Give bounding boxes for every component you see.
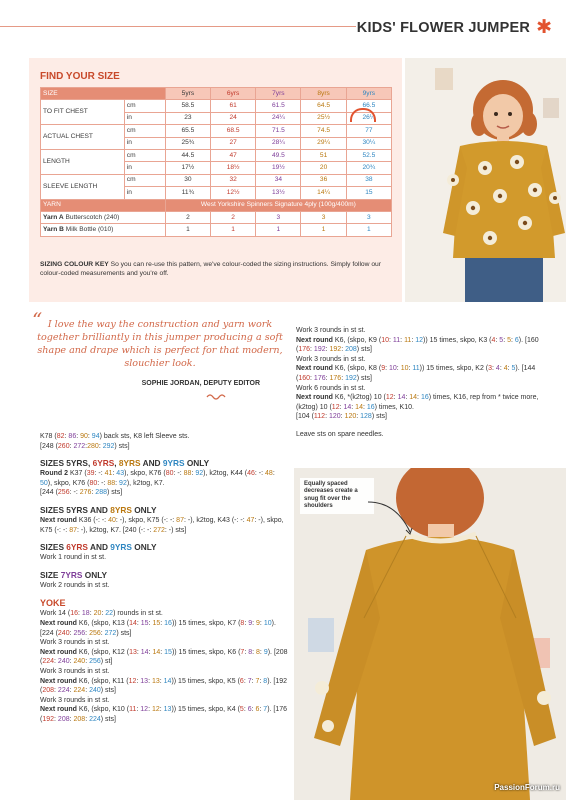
section-heading: SIZES 5YRS, 6YRS, 8YRS AND 9YRS ONLY [40, 458, 210, 469]
table-cell: 28¼ [256, 137, 301, 149]
pattern-text: Work 14 (16: 18: 20: 22) rounds in st st. Next round K6, (skpo, K13 (14: 15: 15: 16)) 15 times, skpo, K7 (8: 9: 9: 10). [224 (240: 256: 256: 272) sts] Work 3 rounds in st st. Next round K6, (skpo, K12 (13: 14: 14: 15)) 15 times, skpo, K6 (7: 8: 8: 9). [208 (224: 240: 240: 256) st] Work 3 rounds in st st. Next round K6, (skpo, K11 (12: 13: 13: 14)) 15 times, skpo, K5 (6: 7: 7: 8). [192 (208: 224: 224: 240) sts] Work 3 rounds in st st. Next round K6, (skpo, K10 (11: 12: 12: 13)) 15 times, skpo, K4 (5: 6: 6: 7). [176 (192: 208: 208: 224) sts] [40, 610, 288, 723]
table-cell: 71.5 [256, 125, 301, 137]
table-cell: 51 [301, 149, 346, 161]
photo-caption [300, 478, 374, 514]
pattern-text: Work 3 rounds in st st. Next round K6, (skpo, K9 (10: 11: 11: 12)) 15 times, skpo, K3 (4: 5: 5: 6). [160 (176: 192: 192: 208) sts] Work 3 rounds in st st. Next round K6, (skpo, K8 (9: 10: 10: 11)) 15 times, skpo, K2 (3: 4: 4: 5). [144 (160: 176: 176: 192) sts] Work 6 rounds in st st. Next round K6, *(k2tog) 10 (12: 14: 14: 16) times, K16, rep from * twice more, (k2tog) 10 (12: 14: 14: 16) times, K10. [104 (112: 120: 120: 128) sts] [296, 327, 539, 421]
table-cell: 61 [211, 100, 256, 112]
table-cell: 29¼ [301, 137, 346, 149]
table-cell: 36 [301, 174, 346, 186]
size-col: 6yrs [211, 88, 256, 100]
table-cell: 58.5 [165, 100, 210, 112]
size-col: 5yrs [165, 88, 210, 100]
table-cell: 32 [211, 174, 256, 186]
table-cell: 19½ [256, 162, 301, 174]
size-header-row [41, 88, 392, 100]
table-cell: 68.5 [211, 125, 256, 137]
table-row [41, 100, 392, 112]
table-cell: 18½ [211, 162, 256, 174]
table-cell: 1 [301, 224, 346, 236]
header-rule [0, 26, 356, 27]
unit-cell: in [124, 162, 165, 174]
yarn-b-colour: Milk Bottle (010) [65, 225, 114, 233]
yarn-description: West Yorkshire Spinners Signature 4ply (100g/400m) [165, 199, 391, 211]
table-cell: 26¼ [346, 112, 391, 124]
table-row [41, 149, 392, 161]
row-label: SLEEVE LENGTH [41, 174, 125, 199]
section-heading: SIZE 7YRS ONLY [40, 569, 108, 580]
page-title: KIDS' FLOWER JUMPER [356, 20, 530, 36]
caption-arrow-icon [366, 498, 416, 538]
table-row [41, 125, 392, 137]
table-cell: 1 [165, 224, 210, 236]
table-cell: 24¼ [256, 112, 301, 124]
table-cell: 61.5 [256, 100, 301, 112]
yarn-label: YARN [41, 199, 166, 211]
pattern-column-left [40, 432, 288, 724]
section-heading: SIZES 6YRS AND 9YRS ONLY [40, 542, 157, 553]
section-heading: SIZES 5YRS AND 8YRS ONLY [40, 504, 157, 515]
pattern-text: Work 2 rounds in st st. [40, 581, 110, 589]
size-col: 7yrs [256, 88, 301, 100]
model-photo-back [294, 468, 566, 800]
table-cell: 1 [346, 224, 391, 236]
pattern-text: Leave sts on spare needles. [296, 430, 384, 438]
table-cell: 49.5 [256, 149, 301, 161]
pattern-column-right [296, 326, 552, 440]
table-cell: 30¼ [346, 137, 391, 149]
unit-cell: cm [124, 125, 165, 137]
row-label: TO FIT CHEST [41, 100, 125, 125]
squiggle-icon [206, 393, 228, 401]
table-cell: 12½ [211, 187, 256, 199]
table-cell: 23 [165, 112, 210, 124]
size-corner-label: SIZE [41, 88, 166, 100]
table-cell: 1 [256, 224, 301, 236]
table-cell: 1 [211, 224, 256, 236]
size-table [40, 87, 392, 237]
table-cell: 25¾ [165, 137, 210, 149]
table-cell: 14¼ [301, 187, 346, 199]
model-photo-front-illustration [405, 58, 566, 302]
table-cell: 64.5 [301, 100, 346, 112]
pattern-text: Round 2 K37 (39: -: 41: 43), skpo, K76 (80: -: 88: 92), k2tog, K44 (46: -: 48: 50), skpo, K76 (80: -: 88: 92), k2tog, K7. [244 (256: -: 276: 288) sts] [40, 470, 275, 497]
table-cell: 77 [346, 125, 391, 137]
table-cell: 3 [301, 211, 346, 223]
table-cell: 24 [211, 112, 256, 124]
table-cell: 2 [165, 211, 210, 223]
model-photo-front [405, 58, 566, 302]
row-label: ACTUAL CHEST [41, 125, 125, 150]
table-cell: 20¾ [346, 162, 391, 174]
unit-cell: in [124, 112, 165, 124]
colour-key-title: SIZING COLOUR KEY [40, 261, 109, 268]
unit-cell: cm [124, 174, 165, 186]
sizing-colour-key [40, 260, 392, 278]
table-cell: 2 [211, 211, 256, 223]
table-cell: 17½ [165, 162, 210, 174]
table-cell: 20 [301, 162, 346, 174]
table-cell: 34 [256, 174, 301, 186]
table-cell: 38 [346, 174, 391, 186]
watermark: PassionForum.ru [494, 783, 560, 792]
yarn-a-colour: Butterscotch (240) [65, 213, 120, 221]
unit-cell: cm [124, 149, 165, 161]
table-cell: 65.5 [165, 125, 210, 137]
yarn-b-label [41, 224, 166, 236]
table-cell: 13½ [256, 187, 301, 199]
table-cell: 25½ [301, 112, 346, 124]
pattern-text: K78 (82: 86: 90: 94) back sts, K8 left Sleeve sts. [248 (260: 272:280: 292) sts] [40, 433, 190, 450]
size-col: 8yrs [301, 88, 346, 100]
yarn-a-row [41, 211, 392, 223]
table-cell: 27 [211, 137, 256, 149]
yarn-a-label [41, 211, 166, 223]
colour-key-text: So you can re-use this pattern, we've colour-coded the sizing instructions. Simply follow our colour-coded measurements and you're off. [40, 261, 382, 277]
model-photo-back-illustration [294, 468, 566, 800]
pull-quote [32, 308, 288, 370]
yarn-b-row [41, 224, 392, 236]
table-cell: 44.5 [165, 149, 210, 161]
unit-cell: in [124, 137, 165, 149]
flower-icon: ✱ [536, 17, 552, 38]
quote-mark-icon: “ [32, 308, 43, 332]
table-cell: 66.5 [346, 100, 391, 112]
yoke-heading: YOKE [40, 598, 66, 609]
pattern-text: Work 1 round in st st. [40, 554, 107, 562]
yarn-a-name: Yarn A [43, 213, 64, 221]
quote-text: I love the way the construction and yarn work together brilliantly in this jumper producing a soft shape and drape which is perfect for that modern, slouchier look. [37, 319, 283, 369]
table-row [41, 174, 392, 186]
photo-caption-text: Equally spaced decreases create a snug fit over the shoulders [304, 481, 358, 510]
table-cell: 52.5 [346, 149, 391, 161]
unit-cell: in [124, 187, 165, 199]
table-cell: 30 [165, 174, 210, 186]
yarn-b-name: Yarn B [43, 225, 64, 233]
table-cell: 15 [346, 187, 391, 199]
size-col: 9yrs [346, 88, 391, 100]
row-label: LENGTH [41, 149, 125, 174]
table-cell: 47 [211, 149, 256, 161]
table-cell: 74.5 [301, 125, 346, 137]
table-cell: 11¾ [165, 187, 210, 199]
pattern-text: Next round K36 (-: -: 40: -), skpo, K75 (-: -: 87: -), k2tog, K43 (-: -: 47: -), skpo, K75 (-: -: 87: -), k2tog, K7. [240 (-: -: 272: -) sts] [40, 516, 284, 534]
table-cell: 3 [346, 211, 391, 223]
yarn-row [41, 199, 392, 211]
find-your-size-heading: FIND YOUR SIZE [40, 71, 120, 82]
unit-cell: cm [124, 100, 165, 112]
table-cell: 3 [256, 211, 301, 223]
quote-attribution: SOPHIE JORDAN, DEPUTY EDITOR [141, 380, 260, 387]
